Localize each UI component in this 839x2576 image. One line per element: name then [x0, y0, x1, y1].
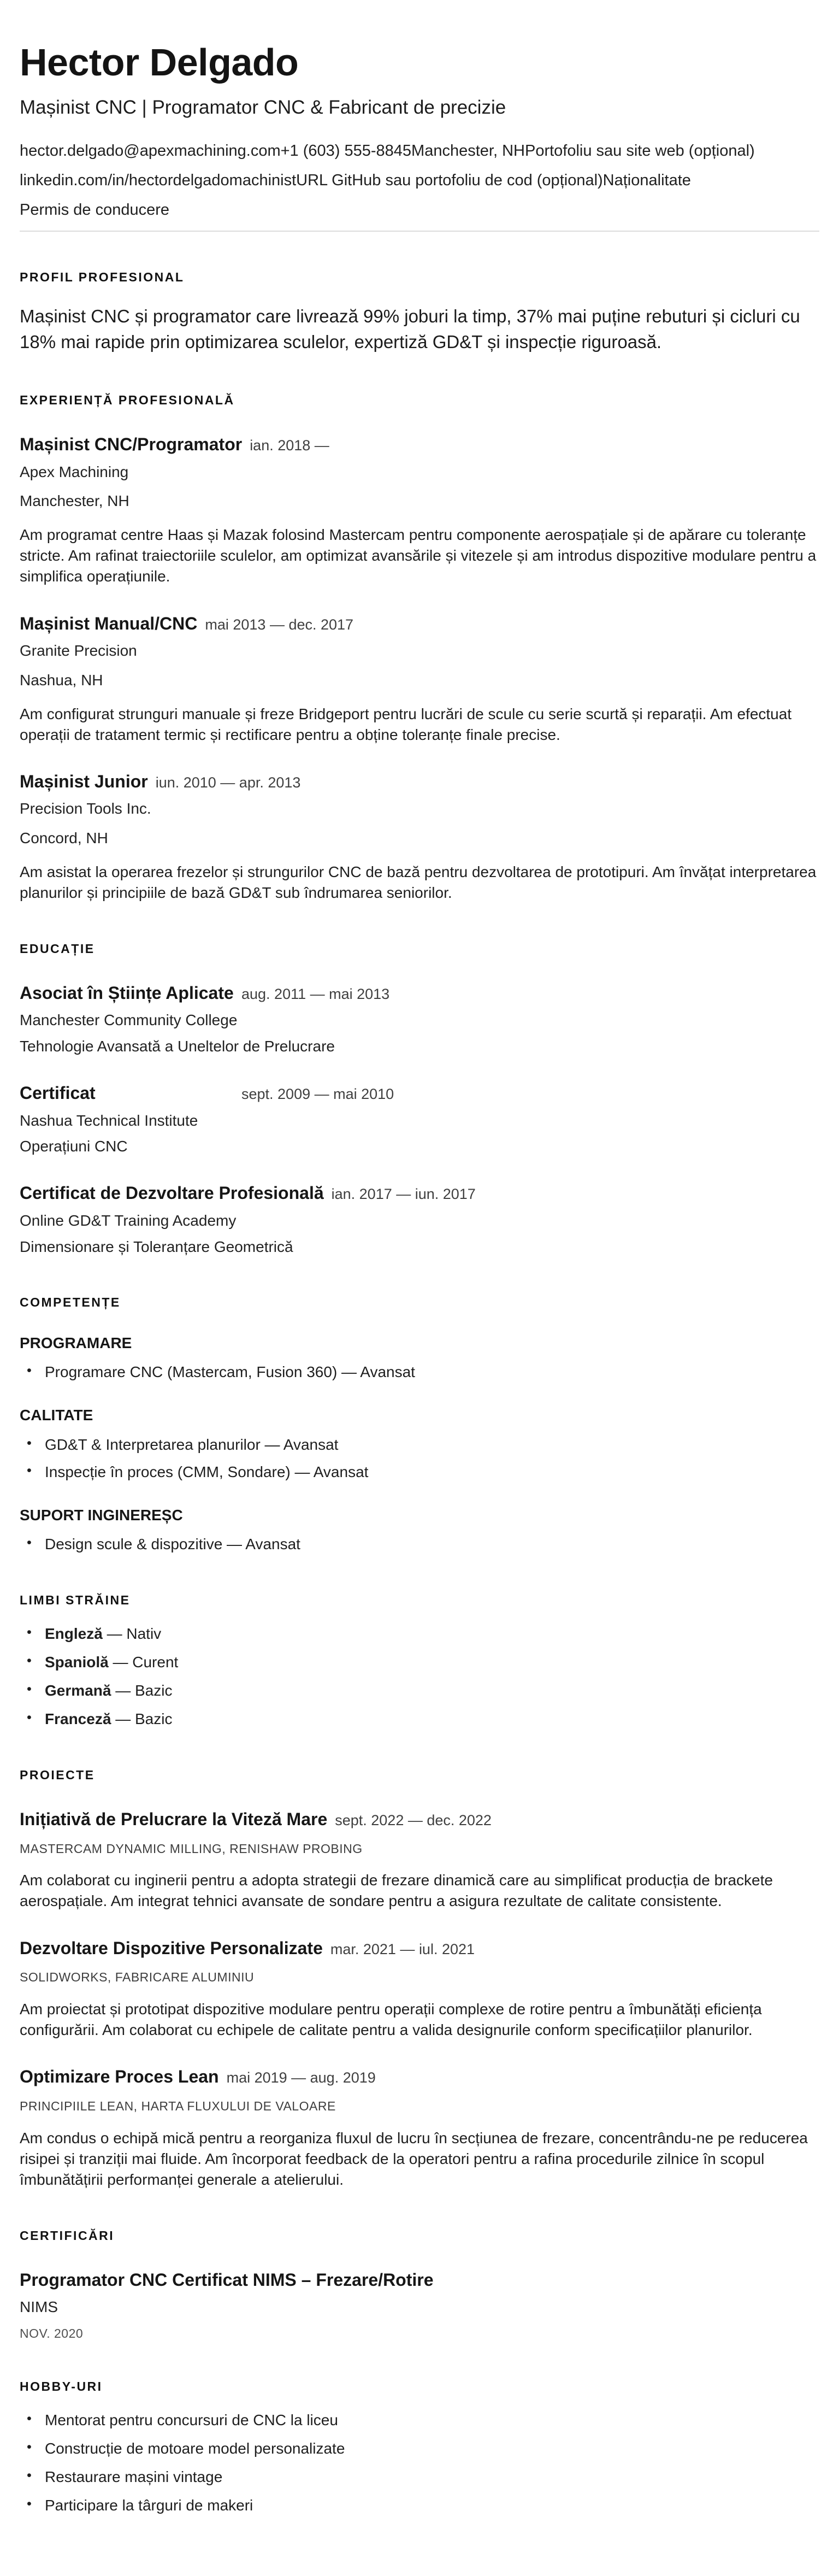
headline: Mașinist CNC | Programator CNC & Fabricant de precizie [20, 97, 506, 118]
language-separator: — [107, 1625, 122, 1643]
skill-group-name: PROGRAMARE [20, 1334, 132, 1351]
language-level: Bazic [134, 1710, 173, 1728]
project-description: Am proiectat și prototipat dispozitive modulare pentru operații complexe de rotire pentru a îmbunătăți eficiența configurării. Am colaborat cu echipele de calitate pentru a valida designurile conform specificațiilor planurilor. [20, 2001, 762, 2039]
skill-item: • Programare CNC (Mastercam, Fusion 360) — Avansat [20, 1362, 819, 1383]
job-title: Mașinist Junior [20, 771, 148, 791]
field-of-study: Dimensionare și Toleranțare Geometrică [20, 1238, 293, 1255]
contact-line-1: hector.delgado@apexmachining.com+1 (603) 555-8845Manchester, NHPortofoliu sau site web (opțional) [20, 142, 755, 160]
section-title-languages: LIMBI STRĂINE [20, 1593, 131, 1608]
job-description: Am configurat strunguri manuale și freze Bridgeport pentru lucrări de scule cu serie scurtă și reparații. Am efectuat operații de tratament termic și rectificare pentru a obține toleranțe finale precise. [20, 705, 792, 743]
project-title: Optimizare Proces Lean [20, 2067, 219, 2087]
project-dates: sept. 2022 — dec. 2022 [335, 1812, 492, 1828]
education-entry [20, 1182, 819, 1257]
skill-list [20, 1362, 819, 1383]
job-dates: iun. 2010 — apr. 2013 [155, 774, 301, 791]
section-profile [20, 270, 819, 355]
job-dates: ian. 2018 — [250, 437, 329, 454]
experience-entry [20, 771, 819, 903]
project-entry [20, 1937, 819, 2041]
section-title-certifications: CERTIFICĂRI [20, 2228, 115, 2243]
job-location: Manchester, NH [20, 492, 129, 510]
skill-group [20, 1333, 819, 1383]
job-company: Precision Tools Inc. [20, 800, 151, 818]
skill-group [20, 1505, 819, 1555]
language-name: Germană [45, 1682, 111, 1699]
language-level: Curent [132, 1654, 179, 1671]
language-item [20, 1652, 819, 1673]
degree-dates: ian. 2017 — iun. 2017 [331, 1186, 476, 1203]
language-separator: — [115, 1710, 131, 1728]
language-item [20, 1680, 819, 1701]
field-of-study: Tehnologie Avansată a Uneltelor de Prelucrare [20, 1038, 335, 1055]
section-title-projects: PROIECTE [20, 1768, 95, 1783]
section-education [20, 942, 819, 1257]
entry-head [20, 2066, 819, 2089]
certification-name: Programator CNC Certificat NIMS – Frezare/Rotire [20, 2269, 434, 2290]
language-name: Engleză [45, 1625, 103, 1643]
project-tech: SOLIDWORKS, FABRICARE ALUMINIU [20, 1970, 255, 1985]
school-name: Manchester Community College [20, 1011, 238, 1029]
hobby-item: • Mentorat pentru concursuri de CNC la liceu [20, 2410, 819, 2431]
section-hobbies [20, 2379, 819, 2516]
entry-head [20, 433, 819, 456]
degree-dates: sept. 2009 — mai 2010 [241, 1085, 394, 1102]
certification-issuer: NIMS [20, 2298, 58, 2316]
job-company: Apex Machining [20, 463, 129, 480]
entry-head [20, 1182, 819, 1205]
job-location: Nashua, NH [20, 671, 103, 689]
project-description: Am colaborat cu inginerii pentru a adopta strategii de frezare dinamică care au simplificat producția de brackete aerospațiale. Am integrat tehnici avansate de sondare pentru a asigura rezultate de calitate consistente. [20, 1872, 773, 1910]
language-level: Bazic [134, 1682, 173, 1699]
entry-head [20, 982, 819, 1005]
project-dates: mai 2019 — aug. 2019 [226, 2069, 376, 2086]
skill-list [20, 1434, 819, 1483]
degree-title: Asociat în Științe Aplicate [20, 983, 234, 1003]
language-item [20, 1624, 819, 1644]
language-separator: — [115, 1682, 131, 1699]
project-title: Inițiativă de Prelucrare la Viteză Mare [20, 1809, 328, 1829]
language-name: Franceză [45, 1710, 111, 1728]
skill-list [20, 1534, 819, 1555]
experience-entry [20, 613, 819, 745]
school-name: Nashua Technical Institute [20, 1111, 198, 1129]
hobby-item: • Restaurare mașini vintage [20, 2467, 819, 2487]
section-skills [20, 1295, 819, 1555]
contact-line-3: Permis de conducere [20, 201, 170, 219]
entry-head [20, 1082, 819, 1105]
hobby-list [20, 2410, 819, 2516]
project-tech: MASTERCAM DYNAMIC MILLING, RENISHAW PROBING [20, 1841, 363, 1856]
entry-head [20, 613, 819, 636]
certification-date: NOV. 2020 [20, 2326, 84, 2340]
degree-title: Certificat [20, 1083, 96, 1103]
experience-entry [20, 433, 819, 587]
skill-item: • Design scule & dispozitive — Avansat [20, 1534, 819, 1555]
education-entry [20, 1082, 819, 1157]
section-title-education: EDUCAȚIE [20, 942, 95, 956]
section-title-skills: COMPETENȚE [20, 1295, 121, 1310]
section-projects [20, 1768, 819, 2190]
job-company: Granite Precision [20, 642, 137, 660]
profile-text: Mașinist CNC și programator care livrează 99% joburi la timp, 37% mai puține rebuturi și cicluri cu 18% mai rapide prin optimizarea sculelor, expertiză GD&T și inspecție riguroasă. [20, 305, 800, 352]
language-level: Nativ [126, 1625, 162, 1643]
project-description: Am condus o echipă mică pentru a reorganiza fluxul de lucru în secțiunea de frezare, concentrându-ne pe reducerea risipei și tranziții mai fluide. Am încorporat feedback de la operatori pentru a rafina procedurile zilnice în scopul îmbunătățirii performanței generale a atelierului. [20, 2129, 808, 2188]
contact-block [20, 140, 819, 221]
hobby-item: • Participare la târguri de makeri [20, 2495, 819, 2516]
skill-group-name: SUPORT INGINEREȘC [20, 1506, 183, 1524]
hobby-item: • Construcție de motoare model personalizate [20, 2438, 819, 2459]
field-of-study: Operațiuni CNC [20, 1138, 128, 1155]
job-title: Mașinist CNC/Programator [20, 434, 243, 455]
project-entry [20, 2066, 819, 2190]
project-dates: mar. 2021 — iul. 2021 [330, 1940, 475, 1957]
entry-head [20, 1937, 819, 1960]
project-entry [20, 1808, 819, 1912]
section-title-hobbies: HOBBY-URI [20, 2379, 103, 2393]
job-description: Am asistat la operarea frezelor și strungurilor CNC de bază pentru dezvoltarea de prototipuri. Am învățat interpretarea planurilor și principiile de bază GD&T sub îndrumarea seniorilor. [20, 863, 817, 902]
section-title-profile: PROFIL PROFESIONAL [20, 270, 185, 285]
degree-title: Certificat de Dezvoltare Profesională [20, 1183, 324, 1203]
section-experience [20, 393, 819, 903]
job-location: Concord, NH [20, 830, 108, 847]
section-languages [20, 1593, 819, 1730]
language-separator: — [113, 1654, 128, 1671]
language-list [20, 1624, 819, 1730]
entry-head [20, 771, 819, 793]
resume-header [20, 42, 819, 232]
contact-line-2: linkedin.com/in/hectordelgadomachinistURL GitHub sau portofoliu de cod (opțional)Naționalitate [20, 171, 691, 189]
section-title-experience: EXPERIENȚĂ PROFESIONALĂ [20, 393, 235, 408]
page-title: Hector Delgado [20, 41, 299, 84]
school-name: Online GD&T Training Academy [20, 1211, 237, 1229]
skill-group [20, 1405, 819, 1483]
entry-head [20, 1808, 819, 1831]
language-item [20, 1709, 819, 1730]
skill-group-name: CALITATE [20, 1407, 93, 1424]
skill-item: • Inspecție în proces (CMM, Sondare) — Avansat [20, 1462, 819, 1483]
certification-entry [20, 2269, 819, 2341]
job-description: Am programat centre Haas și Mazak folosind Mastercam pentru componente aerospațiale și de apărare cu toleranțe stricte. Am rafinat traiectoriile sculelor, am optimizat avansările și vitezele și am introdus dispozitive modulare pentru a simplifica operațiunile. [20, 526, 817, 585]
education-entry [20, 982, 819, 1057]
language-name: Spaniolă [45, 1654, 109, 1671]
project-title: Dezvoltare Dispozitive Personalizate [20, 1938, 323, 1958]
job-dates: mai 2013 — dec. 2017 [205, 616, 354, 633]
skill-item: • GD&T & Interpretarea planurilor — Avansat [20, 1434, 819, 1455]
section-certifications [20, 2228, 819, 2341]
job-title: Mașinist Manual/CNC [20, 613, 198, 633]
project-tech: PRINCIPIILE LEAN, HARTA FLUXULUI DE VALOARE [20, 2098, 336, 2113]
header-divider [20, 231, 819, 232]
degree-dates: aug. 2011 — mai 2013 [241, 985, 390, 1002]
